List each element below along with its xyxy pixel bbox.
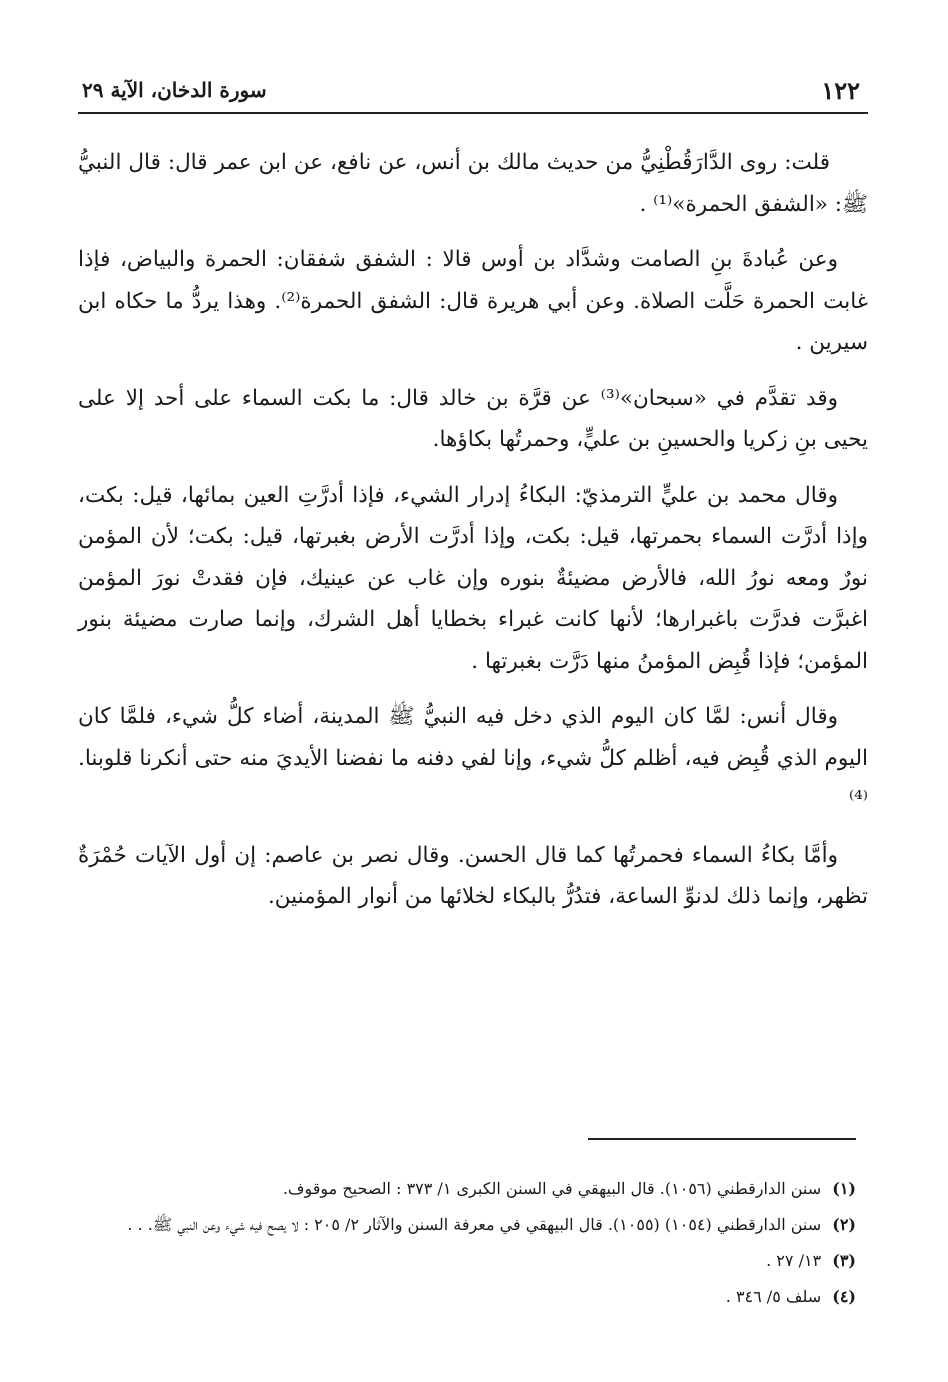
footnote-divider	[588, 1138, 856, 1140]
book-page	[78, 62, 868, 1352]
paragraph: قلت: روى الدَّارَقُطْنِيُّ من حديث مالك بن أنس، عن نافع، عن ابن عمر قال: قال النبيُّ ﷺ: «الشفق الحمرة»⁽¹⁾ .	[78, 150, 868, 217]
footnote	[78, 1174, 856, 1204]
running-header	[78, 62, 868, 114]
running-title: سورة الدخان، الآية ٢٩	[82, 78, 267, 102]
footnotes	[78, 1174, 856, 1318]
main-text	[78, 142, 868, 932]
footnote-text: ١٣/ ٢٧ .	[766, 1251, 822, 1270]
paragraph: وأمَّا بكاءُ السماء فحمرتُها كما قال الحسن. وقال نصر بن عاصم: إن أول الآيات حُمْرَةٌ تظهر، وإنما ذلك لدنوِّ الساعة، فتدُرُّ بالبكاء لخلائها من أنوار المؤمنين.	[78, 842, 868, 909]
paragraph: وقال أنس: لمَّا كان اليوم الذي دخل فيه النبيُّ ﷺ المدينة، أضاء كلُّ شيء، فلمَّا كان اليوم الذي قُبِض فيه، أظلم كلُّ شيء، وإنا لفي دفنه ما نفضنا الأيديَ منه حتى أنكرنا قلوبنا.⁽⁴⁾	[78, 704, 868, 812]
footnote	[78, 1210, 856, 1240]
footnote-text: سلف ٥/ ٣٤٦ .	[725, 1287, 822, 1306]
paragraph: وعن عُبادةَ بنِ الصامت وشدَّاد بن أوس قالا : الشفق شفقان: الحمرة والبياض، فإذا غابت الحمرة حَلَّت الصلاة. وعن أبي هريرة قال: الشفق الحمرة⁽²⁾. وهذا يردُّ ما حكاه ابن سيرين .	[78, 247, 868, 355]
paragraph: وقال محمد بن عليٍّ الترمذيّ: البكاءُ إدرار الشيء، فإذا أدرَّتِ العين بمائها، قيل: بكت، وإذا أدرَّت السماء بحمرتها، قيل: بكت، وإذا أدرَّت الأرض بغبرتها، قيل: بكت؛ لأن المؤمن نورٌ ومعه نورُ الله، فالأرض مضيئةٌ بنوره وإن غاب عن عينيك، فإن فقدتْ نورَ المؤمن اغبرَّت فدرَّت باغبرارها؛ لأنها كانت غبراء بخطايا أهل الشرك، وإنما صارت مضيئة بنور المؤمن؛ فإذا قُبِض المؤمنُ منها دَرَّت بغبرتها .	[78, 482, 868, 674]
footnote-number: (٣)	[832, 1251, 856, 1270]
footnote	[78, 1246, 856, 1276]
paragraph: وقد تقدَّم في «سبحان»⁽³⁾ عن قرَّة بن خالد قال: ما بكت السماء على أحد إلا على يحيى بنِ زكريا والحسينِ بن عليٍّ، وحمرتُها بكاؤها.	[78, 385, 868, 452]
footnote-number: (٤)	[832, 1287, 856, 1306]
footnote-number: (١)	[832, 1179, 856, 1198]
footnote-text: سنن الدارقطني (١٠٥٦). قال البيهقي في السنن الكبرى ١/ ٣٧٣ : الصحيح موقوف.	[282, 1179, 822, 1198]
footnote	[78, 1282, 856, 1312]
page-number: ١٢٢	[821, 76, 860, 105]
footnote-number: (٢)	[832, 1215, 856, 1234]
footnote-text: سنن الدارقطني (١٠٥٤) (١٠٥٥). قال البيهقي في معرفة السنن والآثار ٢/ ٢٠٥ : لا يصح فيه شيء وعن النبي ﷺ. . .	[127, 1215, 822, 1234]
